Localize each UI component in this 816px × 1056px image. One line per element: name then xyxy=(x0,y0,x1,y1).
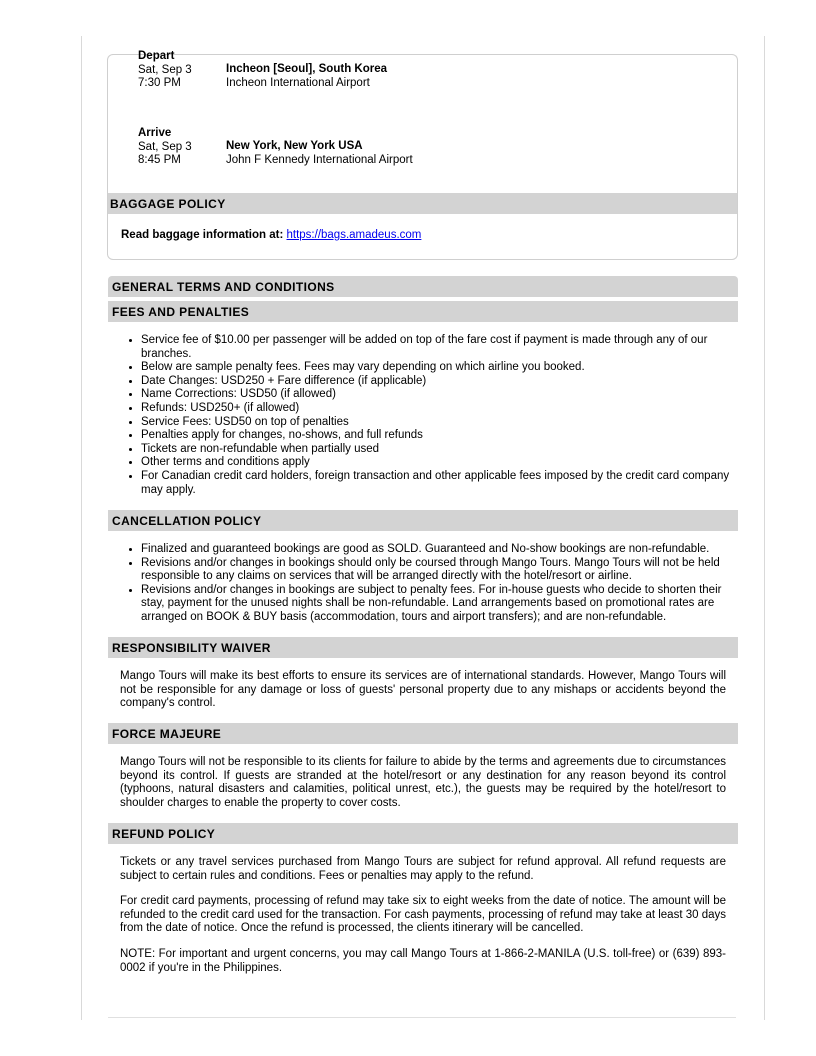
list-item: • Service Fees: USD50 on top of penalties xyxy=(141,416,738,430)
depart-block xyxy=(138,50,192,91)
list-item: • Finalized and guaranteed bookings are good as SOLD. Guaranteed and No-show bookings are non-refundable. xyxy=(141,543,738,557)
list-item: • Revisions and/or changes in bookings should only be coursed through Mango Tours. Mango Tours will not be held responsible to any claims on services that will be arranged directly with the hotel/resort or airline. xyxy=(141,557,738,584)
refund-paragraph-1: Tickets or any travel services purchased from Mango Tours are subject for refund approval. All refund requests are subject to certain rules and conditions. Fees or penalties may apply to the refund. xyxy=(120,856,726,882)
depart-label: Depart xyxy=(138,50,175,62)
responsibility-waiver-text: Mango Tours will make its best efforts to ensure its services are of international standards. However, Mango Tours will not be responsible for any damage or loss of guests' personal property due to any mishaps or accidents beyond the company's control. xyxy=(120,670,726,710)
arrive-city: New York, New York USA xyxy=(226,140,363,152)
depart-time: 7:30 PM xyxy=(138,77,181,89)
baggage-link[interactable]: https://bags.amadeus.com xyxy=(286,229,422,241)
baggage-info-label: Read baggage information at: xyxy=(121,229,284,241)
cancellation-list xyxy=(141,543,738,625)
fees-list xyxy=(141,334,738,497)
refund-paragraph-2: For credit card payments, processing of refund may take six to eight weeks from the date of notice. The amount will be refunded to the credit card used for the transaction. For cash payments, processing of refund may take at least 30 days from the date of notice. Once the refund is processed, the clients itinerary will be cancelled. xyxy=(120,895,726,935)
refund-note: NOTE: For important and urgent concerns, you may call Mango Tours at 1-866-2-MANILA (U.S. toll-free) or (639) 893-0002 if you're in the Philippines. xyxy=(120,948,726,974)
refund-policy-heading: REFUND POLICY xyxy=(108,823,738,844)
flight-segment-box xyxy=(107,54,738,193)
arrive-label: Arrive xyxy=(138,127,172,139)
cancellation-policy-heading: CANCELLATION POLICY xyxy=(108,510,738,531)
list-item: • Date Changes: USD250 + Fare difference (if applicable) xyxy=(141,375,738,389)
list-item: • Refunds: USD250+ (if allowed) xyxy=(141,402,738,416)
list-item: • Other terms and conditions apply xyxy=(141,456,738,470)
list-item: • For Canadian credit card holders, foreign transaction and other applicable fees imposed by the credit card company may apply. xyxy=(141,470,738,497)
list-item: • Name Corrections: USD50 (if allowed) xyxy=(141,388,738,402)
list-item: • Penalties apply for changes, no-shows, and full refunds xyxy=(141,429,738,443)
baggage-info-line xyxy=(121,229,421,241)
depart-place xyxy=(226,63,387,90)
page-right-border xyxy=(764,36,765,1020)
arrive-place xyxy=(226,140,413,167)
depart-date: Sat, Sep 3 xyxy=(138,63,192,76)
list-item: • Tickets are non-refundable when partially used xyxy=(141,443,738,457)
depart-city: Incheon [Seoul], South Korea xyxy=(226,63,388,75)
arrive-date: Sat, Sep 3 xyxy=(138,140,192,153)
arrive-block xyxy=(138,127,192,168)
fees-penalties-heading: FEES AND PENALTIES xyxy=(108,301,738,322)
force-majeure-text: Mango Tours will not be responsible to its clients for failure to abide by the terms and agreements due to circumstances beyond its control. If guests are stranded at the hotel/resort or any destination for any reason beyond its control (typhoons, natural disasters and calamities, political unrest, etc.), the guests may be required by the hotel/resort to shoulder charges to enable the property to cover costs. xyxy=(120,756,726,809)
arrive-airport: John F Kennedy International Airport xyxy=(226,153,413,166)
list-item: • Below are sample penalty fees. Fees may vary depending on which airline you booked. xyxy=(141,361,738,375)
list-item: • Service fee of $10.00 per passenger will be added on top of the fare cost if payment is made through any of our branches. xyxy=(141,334,738,361)
page-left-border xyxy=(81,36,82,1020)
list-item: • Revisions and/or changes in bookings are subject to penalty fees. For in-house guests who decide to shorten their stay, payment for the unused nights shall be non-refundable. Land arrangements based on promotional rates are arranged on BOOK & BUY basis (accommodation, tours and airport transfers); and are non-refundable. xyxy=(141,584,738,625)
baggage-policy-heading: BAGGAGE POLICY xyxy=(108,193,737,214)
general-terms-heading: GENERAL TERMS AND CONDITIONS xyxy=(108,276,738,297)
bottom-divider xyxy=(108,1017,736,1018)
arrive-time: 8:45 PM xyxy=(138,154,181,166)
responsibility-waiver-heading: RESPONSIBILITY WAIVER xyxy=(108,637,738,658)
force-majeure-heading: FORCE MAJEURE xyxy=(108,723,738,744)
depart-airport: Incheon International Airport xyxy=(226,76,370,89)
